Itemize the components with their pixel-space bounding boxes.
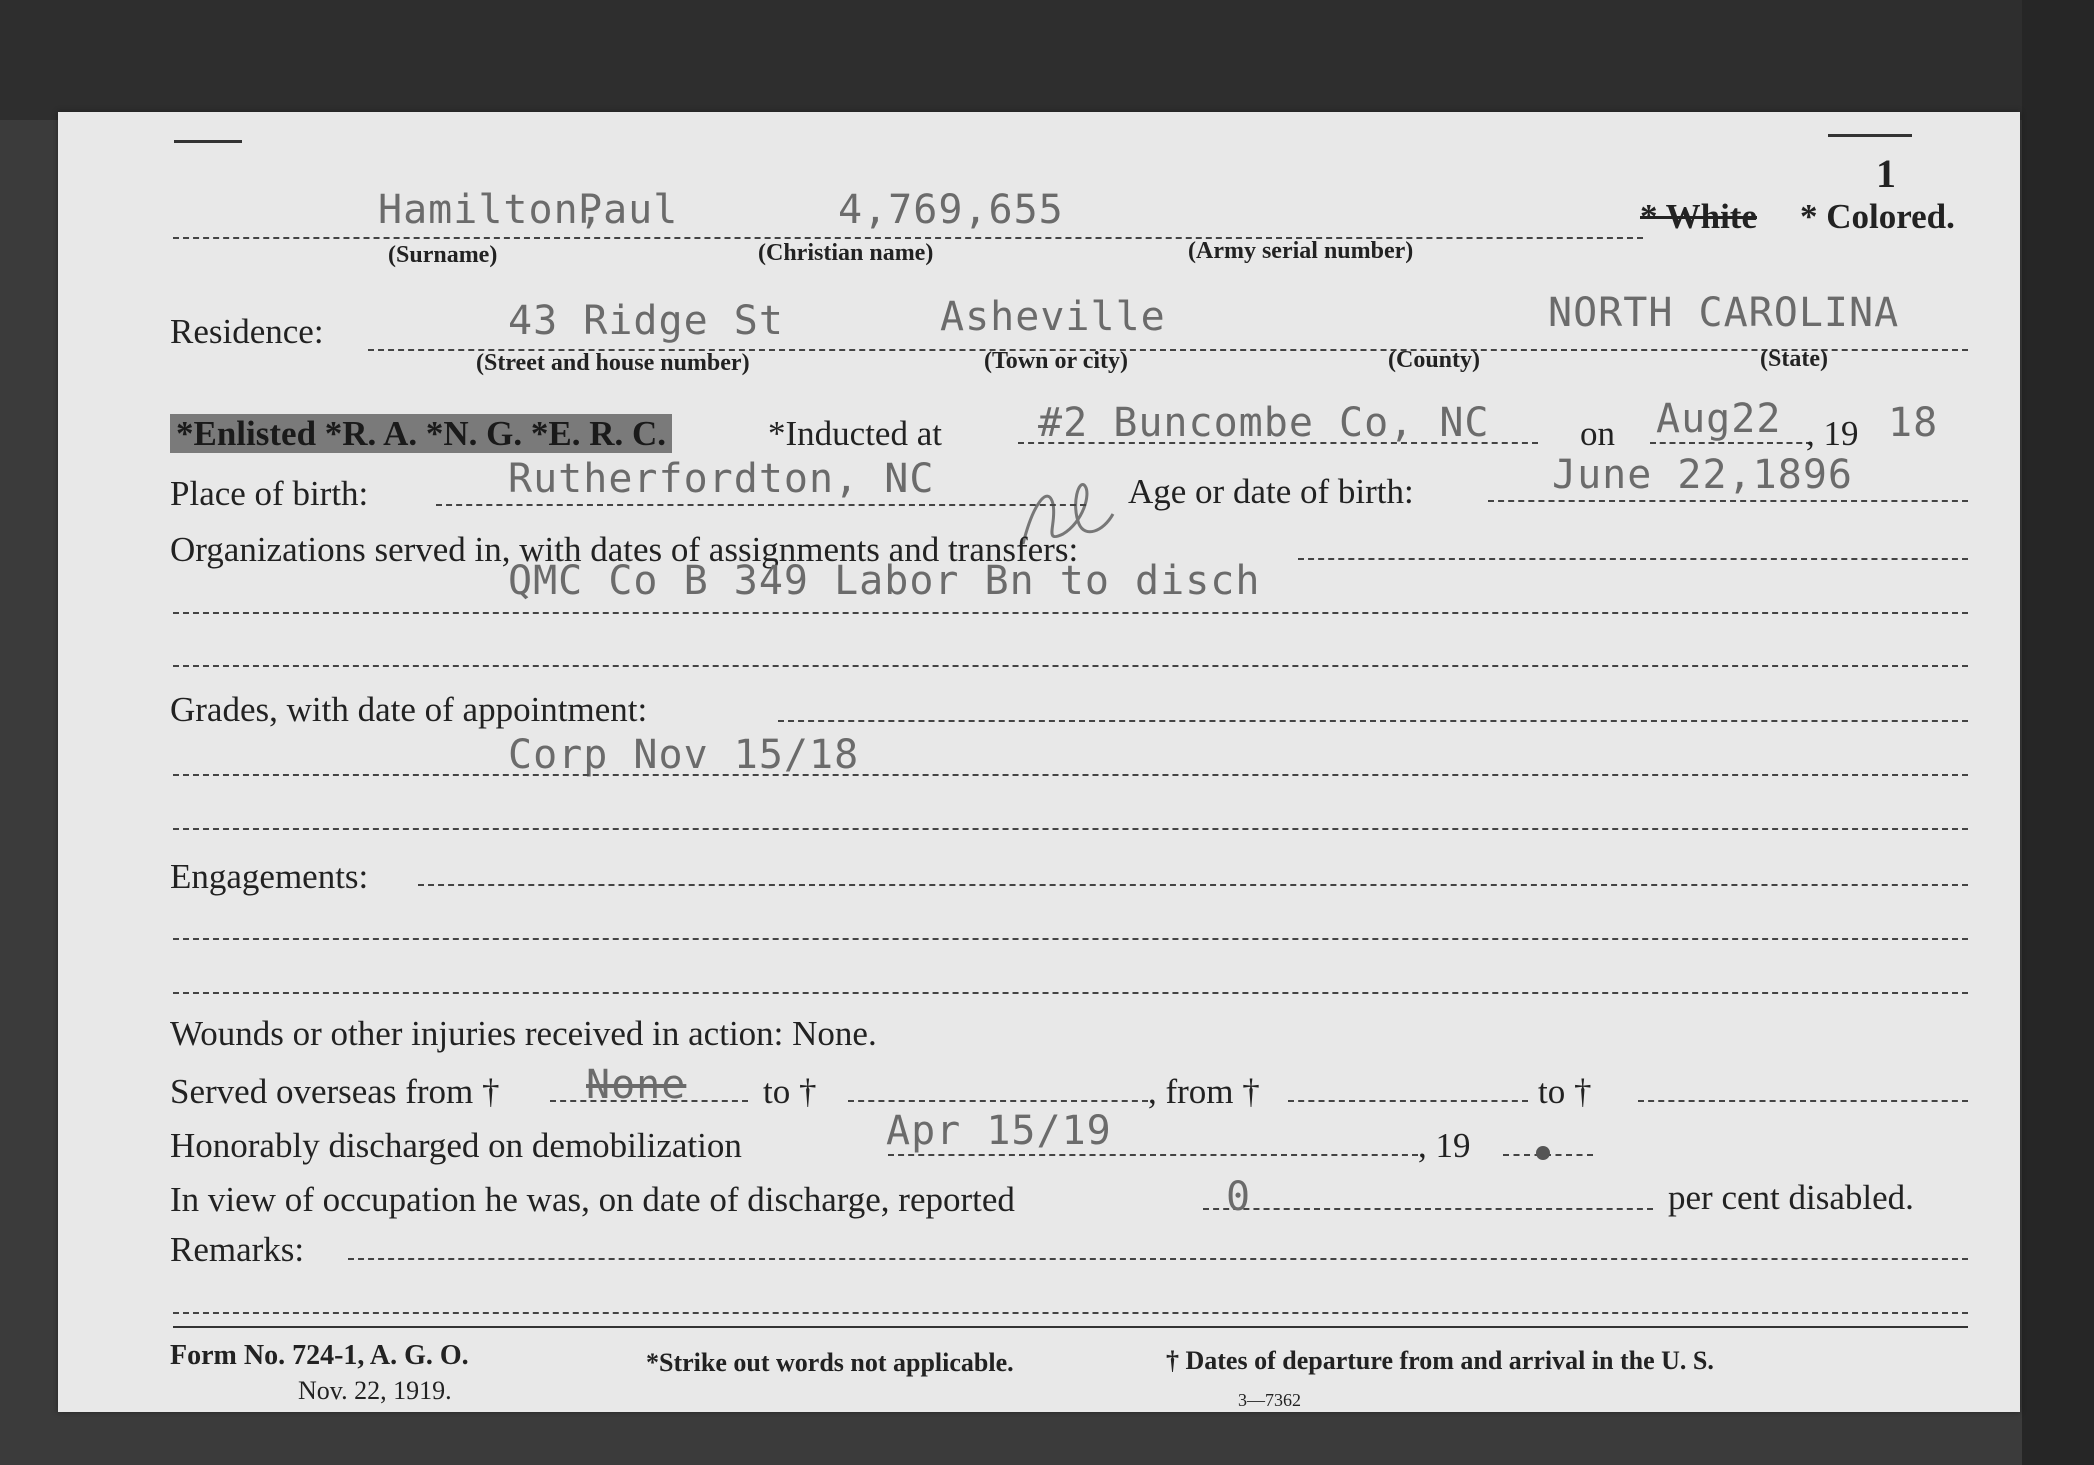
caption-town: (Town or city): [984, 348, 1128, 374]
top-right-rule: [1828, 134, 1912, 137]
background-top: [0, 0, 2094, 120]
ink-dot: [1536, 1146, 1550, 1160]
occupation-label: In view of occupation he was, on date of discharge, reported: [170, 1180, 1015, 1219]
strike-note: *Strike out words not applicable.: [646, 1348, 1014, 1377]
caption-county: (County): [1388, 347, 1481, 373]
grades-line-3: [173, 828, 1968, 830]
residence-label: Residence:: [170, 312, 324, 351]
service-record-card: [58, 112, 2020, 1412]
birthplace-label: Place of birth:: [170, 474, 369, 513]
overseas-label: Served overseas from †: [170, 1072, 500, 1111]
engagements-line-3: [173, 992, 1968, 994]
race-white-text: * White: [1640, 197, 1757, 236]
enlisted-text: *Enlisted *R. A. *N. G. *E. R. C.: [170, 414, 672, 453]
engagements-line-1: [418, 884, 1968, 886]
surname-value: Hamilton,: [378, 187, 604, 233]
dates-note: † Dates of departure from and arrival in the U. S.: [1166, 1346, 1714, 1375]
caption-surname: (Surname): [388, 242, 498, 268]
overseas-from2-line: [1288, 1100, 1528, 1102]
grades-line-2: [173, 774, 1968, 776]
orgs-value: QMC Co B 349 Labor Bn to disch: [508, 558, 1261, 604]
background-right: [2022, 0, 2094, 1465]
wounds-label: Wounds or other injuries received in action: None.: [170, 1014, 877, 1053]
caption-serial: (Army serial number): [1188, 238, 1414, 264]
age-label: Age or date of birth:: [1128, 472, 1414, 511]
year-prefix: , 19: [1806, 414, 1859, 453]
on-label: on: [1580, 414, 1615, 453]
grades-label: Grades, with date of appointment:: [170, 690, 648, 729]
overseas-to2-line: [1638, 1100, 1968, 1102]
enlisted-options: [170, 414, 672, 454]
overseas-to2-label: to †: [1538, 1072, 1592, 1111]
engagements-label: Engagements:: [170, 857, 369, 896]
orgs-line-3: [173, 665, 1968, 667]
form-date: Nov. 22, 1919.: [298, 1376, 452, 1405]
discharge-line: [888, 1154, 1418, 1156]
serial-number-value: 4,769,655: [838, 187, 1064, 233]
print-code: 3—7362: [1238, 1390, 1301, 1410]
orgs-line-2: [173, 612, 1968, 614]
overseas-from-label: , from †: [1148, 1072, 1260, 1111]
overseas-to-line: [848, 1100, 1148, 1102]
card-number: 1: [1876, 151, 1896, 196]
race-white-label: [1640, 197, 1757, 237]
footer-rule: [173, 1326, 1968, 1328]
discharge-label: Honorably discharged on demobilization: [170, 1126, 742, 1165]
remarks-label: Remarks:: [170, 1230, 305, 1269]
orgs-line-1: [1298, 558, 1968, 560]
remarks-line-1: [348, 1258, 1968, 1260]
town-value: Asheville: [940, 294, 1166, 340]
top-left-rule: [174, 140, 242, 143]
remarks-line-2: [173, 1312, 1968, 1314]
birthplace-value: Rutherfordton, NC: [508, 456, 935, 502]
overseas-value-text: None: [586, 1062, 687, 1108]
occupation-value: 0: [1226, 1174, 1252, 1220]
caption-christian-name: (Christian name): [758, 240, 934, 266]
induct-date-line: [1650, 442, 1812, 444]
state-value: NORTH CAROLINA: [1548, 290, 1900, 336]
form-number: Form No. 724-1, A. G. O.: [170, 1340, 469, 1371]
grades-line-1: [778, 720, 1968, 722]
induct-date-value: Aug22: [1656, 396, 1782, 442]
occupation-line: [1203, 1208, 1653, 1210]
overseas-value: [586, 1062, 686, 1108]
age-line: [1488, 500, 1968, 502]
christian-name-value: Paul: [578, 187, 679, 233]
percent-label: per cent disabled.: [1668, 1178, 1914, 1217]
orgs-label: Organizations served in, with dates of assignments and transfers:: [170, 530, 1079, 569]
caption-state: (State): [1760, 346, 1828, 372]
inducted-label: *Inducted at: [768, 414, 942, 453]
caption-street: (Street and house number): [476, 350, 750, 376]
overseas-to-label: to †: [763, 1072, 817, 1111]
name-line: [173, 237, 1643, 239]
engagements-line-2: [173, 938, 1968, 940]
grades-value: Corp Nov 15/18: [508, 732, 860, 778]
age-value: June 22,1896: [1552, 452, 1853, 498]
inducted-value: #2 Buncombe Co, NC: [1038, 400, 1490, 446]
birthplace-line: [436, 504, 1086, 506]
race-colored-label: * Colored.: [1800, 197, 1955, 236]
street-value: 43 Ridge St: [508, 298, 784, 344]
discharge-value: Apr 15/19: [886, 1108, 1112, 1154]
discharge-year-prefix: , 19: [1418, 1126, 1471, 1165]
induct-year-value: 18: [1888, 400, 1939, 446]
